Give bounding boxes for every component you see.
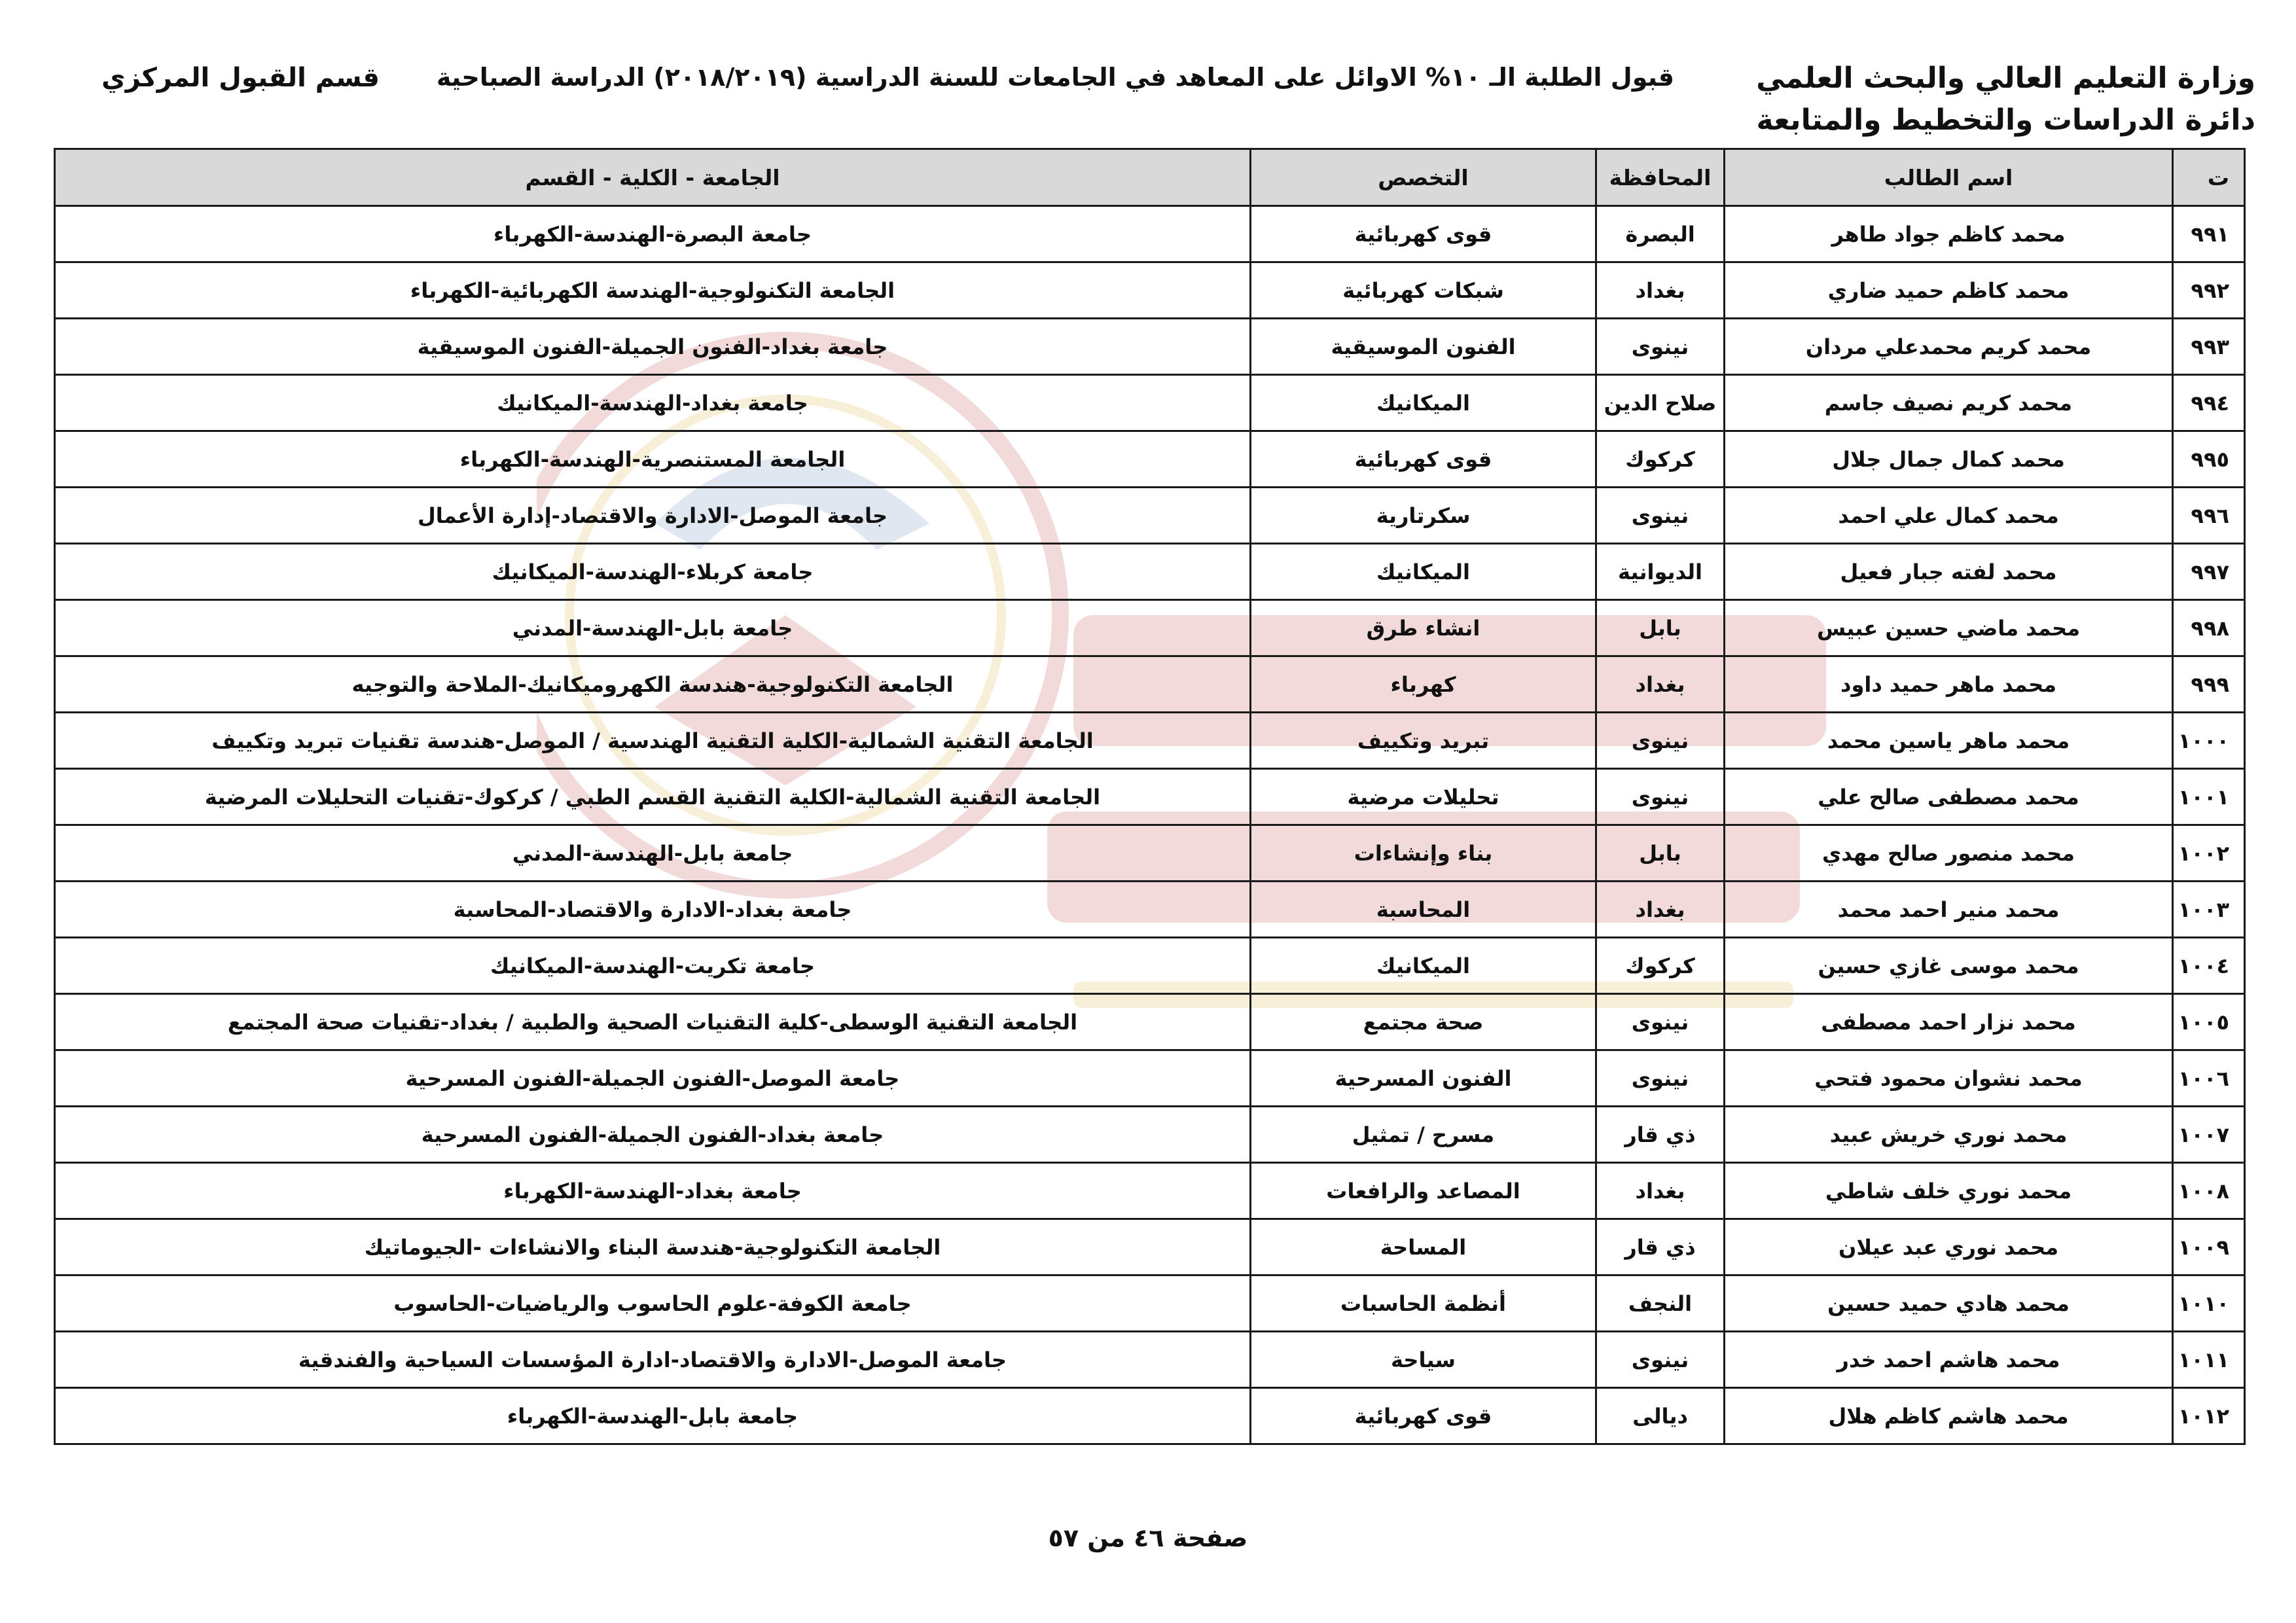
cell-specialty: مسرح / تمثيل bbox=[1251, 1107, 1596, 1163]
table-row bbox=[55, 825, 2245, 882]
table-row bbox=[55, 375, 2245, 431]
column-header-governorate: المحافظة bbox=[1596, 149, 1725, 206]
cell-university: جامعة بابل-الهندسة-المدني bbox=[55, 825, 1251, 882]
cell-no: ١٠٠٥ bbox=[2173, 994, 2245, 1050]
table-row bbox=[55, 882, 2245, 938]
page-number: صفحة ٤٦ من ٥٧ bbox=[1048, 1524, 1248, 1552]
cell-specialty: سياحة bbox=[1251, 1332, 1596, 1388]
cell-no: ١٠٠٣ bbox=[2173, 882, 2245, 938]
cell-student-name: محمد منير احمد محمد bbox=[1725, 882, 2173, 938]
cell-university: الجامعة التكنولوجية-الهندسة الكهربائية-الكهرباء bbox=[55, 262, 1251, 319]
cell-student-name: محمد ماهر حميد داود bbox=[1725, 656, 2173, 713]
cell-student-name: محمد ماضي حسين عبيس bbox=[1725, 600, 2173, 656]
cell-no: ١٠٠٨ bbox=[2173, 1163, 2245, 1219]
cell-no: ٩٩٧ bbox=[2173, 544, 2245, 600]
cell-governorate: نينوى bbox=[1596, 488, 1725, 544]
column-header-no: ت bbox=[2173, 149, 2245, 206]
cell-governorate: نينوى bbox=[1596, 994, 1725, 1050]
table-row bbox=[55, 544, 2245, 600]
cell-specialty: انشاء طرق bbox=[1251, 600, 1596, 656]
cell-governorate: بغداد bbox=[1596, 1163, 1725, 1219]
table-row bbox=[55, 262, 2245, 319]
cell-university: جامعة بغداد-الفنون الجميلة-الفنون المسرحية bbox=[55, 1107, 1251, 1163]
cell-governorate: بابل bbox=[1596, 825, 1725, 882]
table-row bbox=[55, 1107, 2245, 1163]
cell-no: ١٠٠٧ bbox=[2173, 1107, 2245, 1163]
cell-university: جامعة كربلاء-الهندسة-الميكانيك bbox=[55, 544, 1251, 600]
cell-governorate: كركوك bbox=[1596, 431, 1725, 488]
cell-no: ٩٩٦ bbox=[2173, 488, 2245, 544]
cell-student-name: محمد نوري خريش عبيد bbox=[1725, 1107, 2173, 1163]
cell-student-name: محمد كريم محمدعلي مردان bbox=[1725, 319, 2173, 375]
table-row bbox=[55, 488, 2245, 544]
cell-student-name: محمد لفته جبار فعيل bbox=[1725, 544, 2173, 600]
cell-specialty: تحليلات مرضية bbox=[1251, 769, 1596, 825]
table-row bbox=[55, 1219, 2245, 1275]
cell-no: ١٠٠٩ bbox=[2173, 1219, 2245, 1275]
cell-student-name: محمد نوري خلف شاطي bbox=[1725, 1163, 2173, 1219]
table-row bbox=[55, 1388, 2245, 1444]
cell-specialty: أنظمة الحاسبات bbox=[1251, 1275, 1596, 1332]
cell-student-name: محمد نشوان محمود فتحي bbox=[1725, 1050, 2173, 1107]
cell-specialty: قوى كهربائية bbox=[1251, 431, 1596, 488]
cell-no: ١٠٠٢ bbox=[2173, 825, 2245, 882]
cell-student-name: محمد مصطفى صالح علي bbox=[1725, 769, 2173, 825]
cell-specialty: صحة مجتمع bbox=[1251, 994, 1596, 1050]
cell-no: ١٠٠٦ bbox=[2173, 1050, 2245, 1107]
cell-student-name: محمد كريم نصيف جاسم bbox=[1725, 375, 2173, 431]
cell-governorate: بابل bbox=[1596, 600, 1725, 656]
cell-governorate: ديالى bbox=[1596, 1388, 1725, 1444]
cell-governorate: صلاح الدين bbox=[1596, 375, 1725, 431]
cell-specialty: شبكات كهربائية bbox=[1251, 262, 1596, 319]
cell-governorate: نينوى bbox=[1596, 1332, 1725, 1388]
table-row bbox=[55, 713, 2245, 769]
cell-university: جامعة بغداد-الادارة والاقتصاد-المحاسبة bbox=[55, 882, 1251, 938]
cell-student-name: محمد هاشم كاظم هلال bbox=[1725, 1388, 2173, 1444]
cell-university: جامعة بغداد-الهندسة-الميكانيك bbox=[55, 375, 1251, 431]
cell-no: ٩٩٣ bbox=[2173, 319, 2245, 375]
cell-governorate: ذي قار bbox=[1596, 1219, 1725, 1275]
cell-university: جامعة الموصل-الادارة والاقتصاد-ادارة المؤسسات السياحية والفندقية bbox=[55, 1332, 1251, 1388]
cell-governorate: النجف bbox=[1596, 1275, 1725, 1332]
cell-specialty: تبريد وتكييف bbox=[1251, 713, 1596, 769]
cell-governorate: كركوك bbox=[1596, 938, 1725, 994]
cell-no: ١٠٠٠ bbox=[2173, 713, 2245, 769]
cell-student-name: محمد كاظم حميد ضاري bbox=[1725, 262, 2173, 319]
cell-university: جامعة تكريت-الهندسة-الميكانيك bbox=[55, 938, 1251, 994]
cell-specialty: بناء وإنشاءات bbox=[1251, 825, 1596, 882]
cell-governorate: نينوى bbox=[1596, 319, 1725, 375]
cell-no: ٩٩٥ bbox=[2173, 431, 2245, 488]
cell-specialty: الميكانيك bbox=[1251, 544, 1596, 600]
cell-no: ٩٩٩ bbox=[2173, 656, 2245, 713]
cell-governorate: نينوى bbox=[1596, 769, 1725, 825]
cell-university: الجامعة التكنولوجية-هندسة الكهروميكانيك-الملاحة والتوجيه bbox=[55, 656, 1251, 713]
cell-student-name: محمد منصور صالح مهدي bbox=[1725, 825, 2173, 882]
cell-specialty: الفنون الموسيقية bbox=[1251, 319, 1596, 375]
section-name: قسم القبول المركزي bbox=[101, 63, 380, 93]
cell-specialty: المصاعد والرافعات bbox=[1251, 1163, 1596, 1219]
cell-specialty: المحاسبة bbox=[1251, 882, 1596, 938]
cell-specialty: سكرتارية bbox=[1251, 488, 1596, 544]
column-header-specialty: التخصص bbox=[1251, 149, 1596, 206]
admissions-table bbox=[54, 148, 2246, 1445]
cell-student-name: محمد نزار احمد مصطفى bbox=[1725, 994, 2173, 1050]
cell-no: ١٠٠١ bbox=[2173, 769, 2245, 825]
cell-university: جامعة بغداد-الفنون الجميلة-الفنون الموسيقية bbox=[55, 319, 1251, 375]
cell-student-name: محمد ماهر ياسين محمد bbox=[1725, 713, 2173, 769]
table-row bbox=[55, 1332, 2245, 1388]
cell-university: جامعة بابل-الهندسة-المدني bbox=[55, 600, 1251, 656]
ministry-header bbox=[1756, 58, 2255, 141]
cell-university: الجامعة التقنية الوسطى-كلية التقنيات الصحية والطبية / بغداد-تقنيات صحة المجتمع bbox=[55, 994, 1251, 1050]
cell-specialty: كهرباء bbox=[1251, 656, 1596, 713]
cell-student-name: محمد نوري عبد عيلان bbox=[1725, 1219, 2173, 1275]
cell-university: الجامعة التقنية الشمالية-الكلية التقنية الهندسية / الموصل-هندسة تقنيات تبريد وتكييف bbox=[55, 713, 1251, 769]
table-row bbox=[55, 1275, 2245, 1332]
cell-governorate: ذي قار bbox=[1596, 1107, 1725, 1163]
table-row bbox=[55, 319, 2245, 375]
cell-no: ١٠١٠ bbox=[2173, 1275, 2245, 1332]
table-row bbox=[55, 206, 2245, 262]
cell-governorate: نينوى bbox=[1596, 1050, 1725, 1107]
table-row bbox=[55, 600, 2245, 656]
cell-no: ١٠١١ bbox=[2173, 1332, 2245, 1388]
cell-governorate: البصرة bbox=[1596, 206, 1725, 262]
cell-student-name: محمد كمال جمال جلال bbox=[1725, 431, 2173, 488]
cell-university: جامعة بابل-الهندسة-الكهرباء bbox=[55, 1388, 1251, 1444]
cell-university: جامعة البصرة-الهندسة-الكهرباء bbox=[55, 206, 1251, 262]
cell-university: جامعة الموصل-الادارة والاقتصاد-إدارة الأعمال bbox=[55, 488, 1251, 544]
column-header-name: اسم الطالب bbox=[1725, 149, 2173, 206]
ministry-name: وزارة التعليم العالي والبحث العلمي bbox=[1756, 62, 2255, 95]
column-header-university: الجامعة - الكلية - القسم bbox=[55, 149, 1251, 206]
cell-specialty: قوى كهربائية bbox=[1251, 206, 1596, 262]
document-title: قبول الطلبة الـ ١٠% الاوائل على المعاهد في الجامعات للسنة الدراسية (٢٠١٨/٢٠١٩) الدراسة الصباحية bbox=[436, 63, 1674, 92]
cell-governorate: بغداد bbox=[1596, 656, 1725, 713]
table-row bbox=[55, 1050, 2245, 1107]
cell-student-name: محمد كمال علي احمد bbox=[1725, 488, 2173, 544]
cell-governorate: الديوانية bbox=[1596, 544, 1725, 600]
table-header-row bbox=[55, 149, 2245, 206]
table-row bbox=[55, 431, 2245, 488]
cell-student-name: محمد موسى غازي حسين bbox=[1725, 938, 2173, 994]
cell-no: ٩٩٨ bbox=[2173, 600, 2245, 656]
cell-student-name: محمد هادي حميد حسين bbox=[1725, 1275, 2173, 1332]
cell-governorate: بغداد bbox=[1596, 262, 1725, 319]
cell-university: الجامعة المستنصرية-الهندسة-الكهرباء bbox=[55, 431, 1251, 488]
cell-university: جامعة الكوفة-علوم الحاسوب والرياضيات-الحاسوب bbox=[55, 1275, 1251, 1332]
table-row bbox=[55, 769, 2245, 825]
cell-no: ٩٩١ bbox=[2173, 206, 2245, 262]
cell-university: جامعة الموصل-الفنون الجميلة-الفنون المسرحية bbox=[55, 1050, 1251, 1107]
cell-governorate: بغداد bbox=[1596, 882, 1725, 938]
cell-no: ٩٩٢ bbox=[2173, 262, 2245, 319]
cell-specialty: الفنون المسرحية bbox=[1251, 1050, 1596, 1107]
cell-no: ١٠١٢ bbox=[2173, 1388, 2245, 1444]
cell-governorate: نينوى bbox=[1596, 713, 1725, 769]
table-body bbox=[55, 206, 2245, 1444]
cell-university: الجامعة التكنولوجية-هندسة البناء والانشاءات -الجيوماتيك bbox=[55, 1219, 1251, 1275]
cell-specialty: الميكانيك bbox=[1251, 375, 1596, 431]
department-name: دائرة الدراسات والتخطيط والمتابعة bbox=[1756, 103, 2255, 137]
cell-student-name: محمد كاظم جواد طاهر bbox=[1725, 206, 2173, 262]
cell-university: جامعة بغداد-الهندسة-الكهرباء bbox=[55, 1163, 1251, 1219]
table-row bbox=[55, 1163, 2245, 1219]
cell-student-name: محمد هاشم احمد خدر bbox=[1725, 1332, 2173, 1388]
cell-specialty: الميكانيك bbox=[1251, 938, 1596, 994]
cell-specialty: قوى كهربائية bbox=[1251, 1388, 1596, 1444]
table-row bbox=[55, 994, 2245, 1050]
cell-no: ١٠٠٤ bbox=[2173, 938, 2245, 994]
table-row bbox=[55, 656, 2245, 713]
cell-university: الجامعة التقنية الشمالية-الكلية التقنية القسم الطبي / كركوك-تقنيات التحليلات المرضية bbox=[55, 769, 1251, 825]
cell-no: ٩٩٤ bbox=[2173, 375, 2245, 431]
table-row bbox=[55, 938, 2245, 994]
cell-specialty: المساحة bbox=[1251, 1219, 1596, 1275]
